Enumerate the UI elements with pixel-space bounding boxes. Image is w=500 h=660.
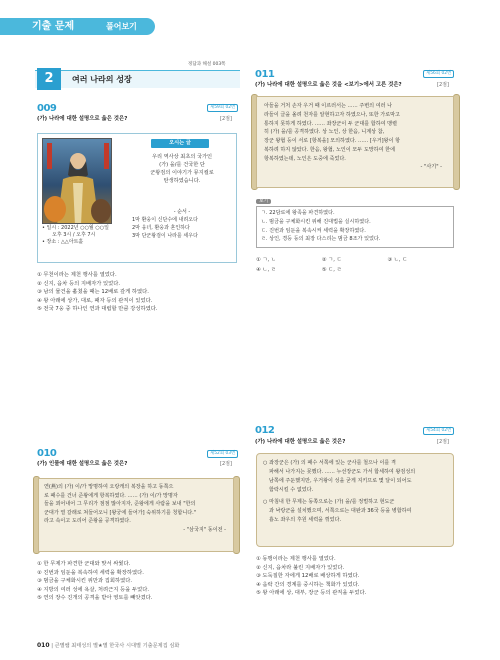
q011-option-4[interactable]: ④ ㄴ, ㄹ <box>256 267 277 273</box>
header-subtitle: 풀어보기 <box>106 22 137 31</box>
q009-poster-info: • 일시 : 2022년 ○○월 ○○일 오후 3시 / 오후 7시 • 장소 : △△아트홀 <box>42 225 109 245</box>
q009-poster-tag: 오시는 글 <box>151 139 209 148</box>
header-category: 기출 문제 <box>32 21 75 32</box>
q011-options-row2 <box>256 266 386 275</box>
q010-badge: 제52회 03번 <box>207 450 238 458</box>
q010-score: [2점] <box>220 461 232 467</box>
q009-options <box>37 271 158 314</box>
q009-score: [2점] <box>220 116 232 122</box>
q009-option-1[interactable]: ① 무천이라는 제천 행사를 열었다. <box>37 272 117 278</box>
q011-prompt: (가) 나라에 대한 설명으로 옳은 것을 <보기>에서 고른 것은? <box>255 82 402 88</box>
section-bar <box>35 70 240 88</box>
q010-option-2[interactable]: ② 진번과 임둔을 복속하여 세력을 확장하였다. <box>37 569 144 576</box>
q009-prompt: (가) 나라에 대한 설명으로 옳은 것은? <box>37 116 128 122</box>
section-number: 2 <box>37 68 61 90</box>
q012-prompt: (가) 나라에 대한 설명으로 옳은 것은? <box>255 439 346 445</box>
q011-score: [2점] <box>437 82 449 88</box>
q010-passage: 연(燕)의 (가) 이/가 망명하여 오랑캐의 복장을 하고 동쪽으 로 패수를 건너 준왕에게 항복하였다. …… (가) 이/가 망명자 들을 꾀어내어 그 무리가 점점 많아지자, 준왕에게 사람을 보내 "한의 군대가 열 갈래로 쳐들어오니 [왕궁에 들어가] 숙위하기를 청합니다." 라고 속이고 도리어 준왕을 공격하였다. - "삼국지" 동이전 - <box>44 484 226 533</box>
q009-option-3[interactable]: ③ 남의 물건을 훔쳤을 때는 12배로 갚게 하였다. <box>37 289 149 296</box>
q010-number: 010 <box>37 448 57 459</box>
q012-badge: 제54회 02번 <box>423 427 454 435</box>
q009-number: 009 <box>37 103 57 114</box>
q012-score: [2점] <box>437 439 449 445</box>
q012-option-4[interactable]: ④ 읍락 간의 경계를 중시하는 책화가 있었다. <box>256 581 360 588</box>
footer-book-title: | 큰별쌤 최태성의 별★별 한국사 시대별 기출문제집 심화 <box>51 643 180 649</box>
q010-scroll-right <box>233 476 240 554</box>
q012-option-2[interactable]: ② 신지, 읍차라 불린 지배자가 있었다. <box>256 564 345 571</box>
q011-option-1[interactable]: ① ㄱ, ㄴ <box>256 257 277 263</box>
q010-option-4[interactable]: ④ 지방의 여러 성에 욕살, 처려근지 등을 두었다. <box>37 586 150 593</box>
q010-option-5[interactable]: ⑤ 연의 장수 진개의 공격을 받아 영토를 빼앗겼다. <box>37 595 153 602</box>
q009-option-4[interactable]: ④ 왕 아래에 상가, 대로, 패자 등의 관직이 있었다. <box>37 297 153 304</box>
q009-option-2[interactable]: ② 신지, 읍차 등의 지배자가 있었다. <box>37 280 121 287</box>
q009-badge: 제59회 02번 <box>207 104 238 112</box>
section-title: 여러 나라의 성장 <box>72 75 132 84</box>
q011-bogi-label: 보기 <box>256 198 271 206</box>
q011-scroll-right <box>453 94 460 190</box>
q011-badge: 제56회 02번 <box>423 70 454 78</box>
q011-number: 011 <box>255 69 275 80</box>
q009-poster-image <box>42 138 112 224</box>
q010-option-1[interactable]: ① 한 무제가 파견한 군대와 맞서 싸웠다. <box>37 561 131 567</box>
q011-option-5[interactable]: ⑤ ㄷ, ㄹ <box>321 267 342 273</box>
q011-passage: 아들을 거처 손자 우거 때 이르러서는 …… 주변의 여러 나 라들이 글을 올려 천자를 알현하고자 하였으나, 또한 가로막고 통하지 못하게 하였다. …… 좌장군이 두 군대를 합하여 맹렬 히 (가) 을/를 공격하였다. 상 노인, 상 한음, 니계상 참, 장군 왕협 등이 서로 [항복을] 모의하였다. …… [우거]왕이 항 복하려 하지 않았다. 한음, 왕협, 노인이 모두 도망하여 한에 항복하였는데, 노인은 도중에 죽었다. - "사기" - <box>264 103 442 171</box>
q012-options <box>256 555 366 598</box>
q011-option-3[interactable]: ③ ㄴ, ㄷ <box>387 257 408 263</box>
section-note: 정답과 해설 003쪽 <box>188 62 226 67</box>
q012-number: 012 <box>255 425 275 436</box>
q011-option-2[interactable]: ② ㄱ, ㄷ <box>321 257 342 263</box>
page-footer <box>37 642 179 650</box>
q010-prompt: (가) 인물에 대한 설명으로 옳은 것은? <box>37 461 128 467</box>
q011-bogi-list: ㄱ. 22담로에 왕족을 파견하였다. ㄴ. 범금을 구체화시킨 위해 진대법을 실시하였다. ㄷ. 진번과 임둔을 복속시켜 세력을 확장하였다. ㄹ. 상인, 경등 등의 최장 다스리는 범금 8조가 있었다. <box>261 210 381 243</box>
q010-options <box>37 560 152 603</box>
dangun-illustration-icon <box>43 139 112 224</box>
q009-poster-order: - 순서 - 1막 환웅이 신단수에 내려오다 2막 웅녀, 환웅과 혼인하다 3막 단군왕검이 나라를 세우다 <box>132 209 198 239</box>
page-number: 010 <box>37 642 50 649</box>
q009-option-5[interactable]: ⑤ 전국 7웅 중 하나인 연과 대립할 만큼 강성하였다. <box>37 306 158 313</box>
q012-passage: ○ 좌장군은 (가) 의 패수 서쪽에 있는 군사를 철으나 이를 격 파해서 나가지는 못했다. …… 누선장군도 가서 합세하여 왕검성의 남쪽에 주둔했지만, 우거왕이 성을 굳게 지키므로 몇 달이 되어도 함락시킬 수 없었다. ○ 마침내 한 무제는 동쪽으로는 (가) 을/를 정벌하고 현도군 과 낙랑군을 설치했으며, 서쪽으로는 대완과 36국 등을 병합하여 흉노 좌우의 후원 세력을 꺾었다. <box>263 460 416 524</box>
q011-options-row1 <box>256 256 451 265</box>
q012-option-5[interactable]: ⑤ 왕 아래에 상, 대부, 장군 등의 관직을 두었다. <box>256 590 367 597</box>
q009-poster-body: 우리 역사상 최초의 국가인 (가) 을/를 건국한 단 군왕검의 이야기가 뮤지컬로 탄생하였습니다. <box>150 154 214 185</box>
q012-option-1[interactable]: ① 동맹이라는 제천 행사를 열었다. <box>256 556 336 562</box>
q010-option-3[interactable]: ③ 범금을 구체화시킨 위만과 집회하였다. <box>37 578 133 585</box>
q012-option-3[interactable]: ③ 도둑질한 자에게 12배로 배상하게 하였다. <box>256 573 360 580</box>
